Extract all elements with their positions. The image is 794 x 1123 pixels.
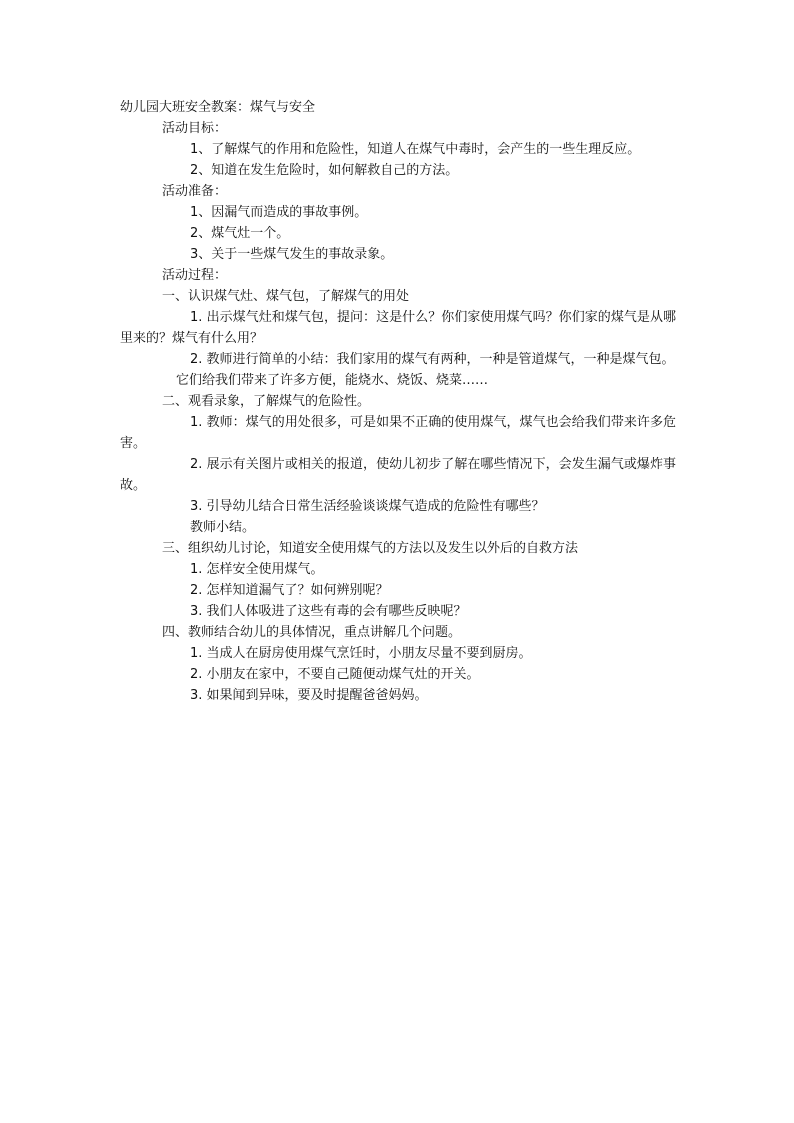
section-heading: 三、组织幼儿讨论，知道安全使用煤气的方法以及发生以外后的自救方法: [162, 541, 579, 556]
list-item: 2. 小朋友在家中，不要自己随便动煤气灶的开关。: [190, 667, 480, 682]
list-item: 1. 当成人在厨房使用煤气烹饪时，小朋友尽量不要到厨房。: [190, 646, 532, 661]
list-item: 2. 怎样知道漏气了？如何辨别呢？: [190, 583, 389, 598]
section-heading: 四、教师结合幼儿的具体情况，重点讲解几个问题。: [162, 625, 462, 640]
section-paragraph: 2. 展示有关图片或相关的报道，使幼儿初步了解在哪些情况下，会发生漏气或爆炸事故。: [120, 457, 676, 493]
list-item: 3. 我们人体吸进了这些有毒的会有哪些反映呢？: [190, 604, 467, 619]
list-item: 1. 怎样安全使用煤气。: [190, 562, 324, 577]
prep-item: 1、因漏气而造成的事故事例。: [190, 205, 368, 220]
prep-item: 3、关于一些煤气发生的事故录象。: [190, 247, 394, 262]
document-body: [120, 97, 676, 706]
section-paragraph: 它们给我们带来了许多方便，能烧水、烧饭、烧菜……: [176, 373, 489, 388]
prep-heading: 活动准备：: [162, 184, 228, 199]
goal-item: 2、知道在发生危险时，如何解救自己的方法。: [190, 163, 459, 178]
document-title: 幼儿园大班安全教案：煤气与安全: [120, 100, 316, 115]
section-paragraph: 3. 引导幼儿结合日常生活经验谈谈煤气造成的危险性有哪些？: [190, 499, 545, 514]
section-paragraph: 2. 教师进行简单的小结：我们家用的煤气有两种，一种是管道煤气，一种是煤气包。: [190, 352, 675, 367]
goals-heading: 活动目标：: [162, 121, 228, 136]
section-paragraph: 1. 出示煤气灶和煤气包，提问：这是什么？你们家使用煤气吗？你们家的煤气是从哪里来的？煤气有什么用？: [120, 310, 676, 346]
section-heading: 二、观看录象，了解煤气的危险性。: [162, 394, 371, 409]
section-paragraph: 教师小结。: [190, 520, 256, 535]
process-heading: 活动过程：: [162, 268, 228, 283]
section-heading: 一、认识煤气灶、煤气包，了解煤气的用处: [162, 289, 410, 304]
prep-item: 2、煤气灶一个。: [190, 226, 290, 241]
section-paragraph: 1. 教师：煤气的用处很多，可是如果不正确的使用煤气，煤气也会给我们带来许多危害。: [120, 415, 676, 451]
goal-item: 1、了解煤气的作用和危险性，知道人在煤气中毒时，会产生的一些生理反应。: [190, 142, 641, 157]
list-item: 3. 如果闻到异味，要及时提醒爸爸妈妈。: [190, 688, 428, 703]
